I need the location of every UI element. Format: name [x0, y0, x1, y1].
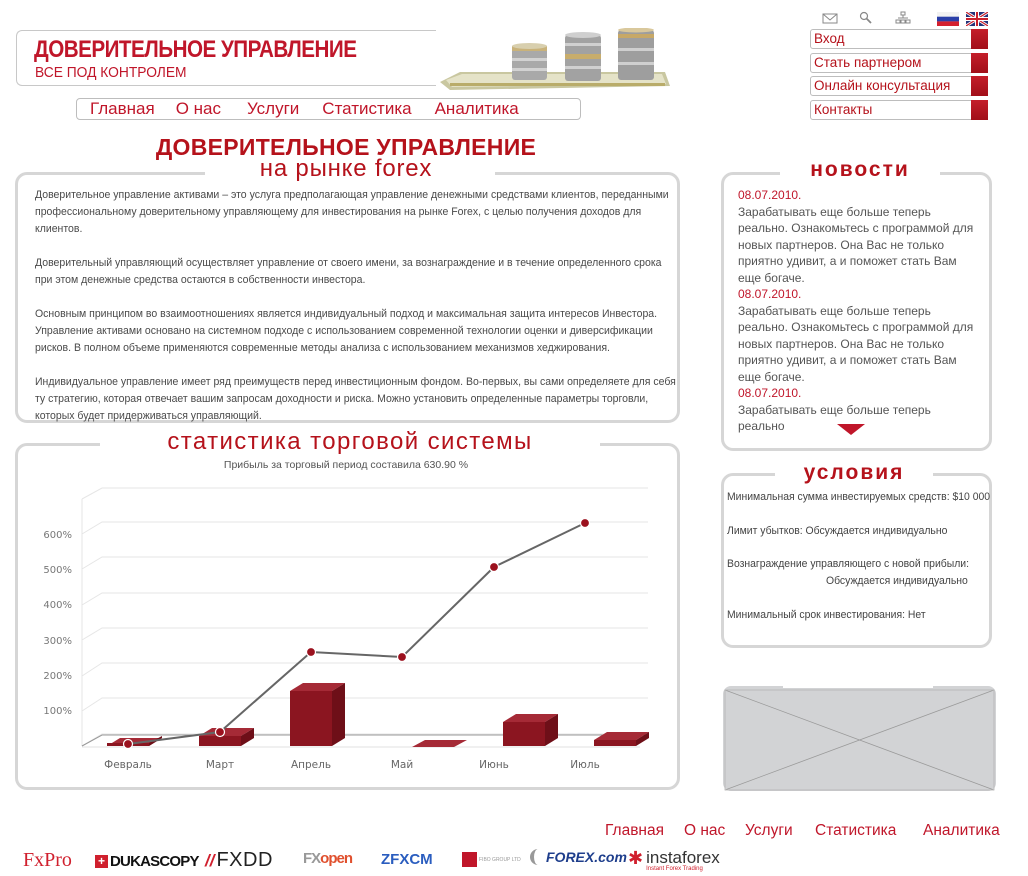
condition-loss-limit: Лимит убытков: Обсуждается индивидуально: [727, 525, 948, 537]
x-tick: Февраль: [104, 759, 152, 771]
flag-en-icon[interactable]: [966, 12, 988, 26]
instaforex-gear-icon: ✱: [628, 848, 644, 868]
news-date: 08.07.2010.: [738, 386, 802, 400]
online-consultation-accent: [971, 76, 988, 96]
y-tick: 500%: [43, 565, 72, 576]
online-consultation-button[interactable]: [810, 76, 988, 96]
become-partner-accent: [971, 53, 988, 73]
nav-analytics[interactable]: Аналитика: [434, 99, 519, 118]
partner-dukascopy-logo[interactable]: [95, 853, 199, 870]
fxcm-text: FXCM: [390, 851, 433, 868]
fxdd-slash-icon: //: [205, 850, 215, 870]
news-date: 08.07.2010.: [738, 287, 802, 301]
footer-nav-home[interactable]: Главная: [605, 822, 664, 839]
news-scroll-down-icon[interactable]: [837, 424, 865, 436]
condition-min-term: Минимальный срок инвестирования: Нет: [727, 609, 926, 621]
x-tick: Март: [205, 759, 235, 771]
intro-text: [35, 187, 677, 442]
contacts-label: Контакты: [814, 102, 873, 117]
x-tick: Июнь: [479, 759, 509, 771]
footer-nav-statistics[interactable]: Статистика: [815, 822, 897, 839]
login-button[interactable]: [810, 29, 988, 49]
y-tick: 300%: [43, 636, 72, 647]
condition-fee-value: Обсуждается индивидуально: [826, 575, 968, 587]
footer-nav-analytics[interactable]: Аналитика: [923, 822, 1000, 839]
intro-title: ДОВЕРИТЕЛЬНОЕ УПРАВЛЕНИЕ: [155, 134, 537, 160]
flag-ru-icon[interactable]: [937, 12, 959, 26]
nav-services[interactable]: Услуги: [247, 99, 300, 118]
bar-june: [503, 714, 558, 746]
banner-placeholder[interactable]: [723, 686, 996, 791]
conditions-title: условия: [775, 460, 933, 486]
site-subtitle: ВСЕ ПОД КОНТРОЛЕМ: [35, 64, 187, 81]
news-text[interactable]: Зарабатывать еще больше теперь реально. Ознакомьтесь с программой для новых партнеров. Она Вас не только приятно удивит, а и поможет стать Вам еще богаче.: [738, 204, 974, 285]
bar-april: [290, 683, 345, 746]
sitemap-icon[interactable]: [894, 11, 912, 25]
intro-paragraph: Доверительное управление активами – это услуга предполагающая управление денежными средствами клиентов, переданными профессиональному доверительному управляющему для инвестирования на рынке Forex, с целью получения доходов для клиентов.: [35, 189, 669, 235]
intro-subtitle: на рынке forex: [259, 155, 433, 182]
partner-fxdd-logo[interactable]: [205, 849, 273, 872]
x-tick: Июль: [570, 759, 600, 771]
dukascopy-cross-icon: +: [95, 855, 108, 868]
footer-nav-services[interactable]: Услуги: [745, 822, 793, 839]
profit-chart: [30, 480, 670, 780]
fibo-text: FIBO GROUP LTD: [479, 856, 521, 863]
x-tick: Апрель: [290, 759, 332, 771]
forexcom-text: FOREX.com: [546, 849, 627, 865]
y-tick: 200%: [43, 671, 72, 682]
chart-baseline: [82, 735, 648, 746]
mail-icon[interactable]: [821, 11, 839, 25]
chart-subtitle: Прибыль за торговый период составила 630.90 %: [223, 459, 469, 471]
chart-bars: [107, 683, 649, 747]
partner-fxcm-logo[interactable]: [381, 851, 433, 868]
y-tick: 600%: [43, 530, 72, 541]
news-list: [738, 187, 988, 435]
main-nav: [76, 98, 581, 120]
intro-paragraph: Основным принципом во взаимоотношениях является индивидуальный подход и максимальная защита интересов Инвестора. Управление активами основано на системном подходе с использованием современной технологии оценки и диверсификации рисков. В полном объеме применяются современные методы анализа с использованием механизмов хеджирования.: [35, 308, 658, 354]
login-accent: [971, 29, 988, 49]
partner-instaforex-logo[interactable]: [628, 849, 720, 873]
placeholder-notch: [783, 684, 933, 688]
news-date: 08.07.2010.: [738, 188, 802, 202]
news-text[interactable]: Зарабатывать еще больше теперь реально: [738, 402, 931, 433]
fxdd-text: FXDD: [216, 849, 273, 871]
search-icon[interactable]: [857, 11, 875, 25]
partner-fibo-logo[interactable]: [462, 852, 521, 867]
news-text[interactable]: Зарабатывать еще больше теперь реально. Ознакомьтесь с программой для новых партнеров. Она Вас не только приятно удивит, а и поможет стать Вам еще богаче.: [738, 303, 974, 384]
nav-statistics[interactable]: Статистика: [322, 99, 412, 118]
news-title: новости: [780, 158, 940, 182]
become-partner-label: Стать партнером: [814, 55, 922, 70]
partner-forexcom-logo[interactable]: [530, 849, 627, 865]
site-title: ДОВЕРИТЕЛЬНОЕ УПРАВЛЕНИЕ: [34, 36, 357, 63]
nav-home[interactable]: Главная: [90, 99, 155, 118]
x-axis-labels: [104, 759, 600, 771]
y-axis-labels: [43, 530, 72, 717]
online-consultation-label: Онлайн консультация: [814, 78, 951, 93]
become-partner-button[interactable]: [810, 53, 988, 73]
condition-fee: Вознаграждение управляющего с новой прибыли:: [727, 558, 969, 570]
stats-title: статистика торговой системы: [100, 427, 600, 457]
intro-paragraph: Индивидуальное управление имеет ряд преимуществ перед инвестиционным фондом. Во-первых, вы сами определяете для себя ту стратегию, которая отвечает вашим запросам доходности и риска. Можно установить определенные параметры торговли, которых будет придерживаться управляющий.: [35, 376, 676, 422]
instaforex-tagline: Instant Forex Trading: [646, 866, 703, 872]
contacts-button[interactable]: [810, 100, 988, 120]
y-tick: 100%: [43, 706, 72, 717]
cumulative-line: [128, 523, 585, 744]
chart-gridlines: [82, 488, 648, 746]
placeholder-cross-icon: [723, 686, 996, 791]
fxcm-z-icon: Z: [381, 851, 391, 868]
login-label: Вход: [814, 31, 845, 46]
dukascopy-text: DUKASCOPY: [110, 853, 199, 870]
bar-march: [199, 728, 254, 746]
instaforex-text: instaforex: [646, 848, 720, 867]
forexcom-swoosh-icon: [530, 849, 544, 865]
coins-image: [440, 28, 670, 90]
nav-about[interactable]: О нас: [175, 99, 222, 118]
bar-may: [412, 740, 467, 747]
intro-paragraph: Доверительный управляющий осуществляет управление от своего имени, за вознаграждение и в течение определенного срока при этом денежные средства остаются в собственности инвестора.: [35, 257, 662, 286]
y-tick: 400%: [43, 600, 72, 611]
condition-min-sum: Минимальная сумма инвестируемых средств: $10 000: [727, 491, 991, 503]
partner-fxpro-logo[interactable]: FxPro: [23, 849, 72, 871]
x-tick: Май: [390, 759, 414, 771]
footer-nav-about[interactable]: О нас: [684, 822, 726, 839]
contacts-accent: [971, 100, 988, 120]
partner-fxopen-logo[interactable]: FXopen: [303, 850, 353, 867]
fibo-box-icon: [462, 852, 477, 867]
